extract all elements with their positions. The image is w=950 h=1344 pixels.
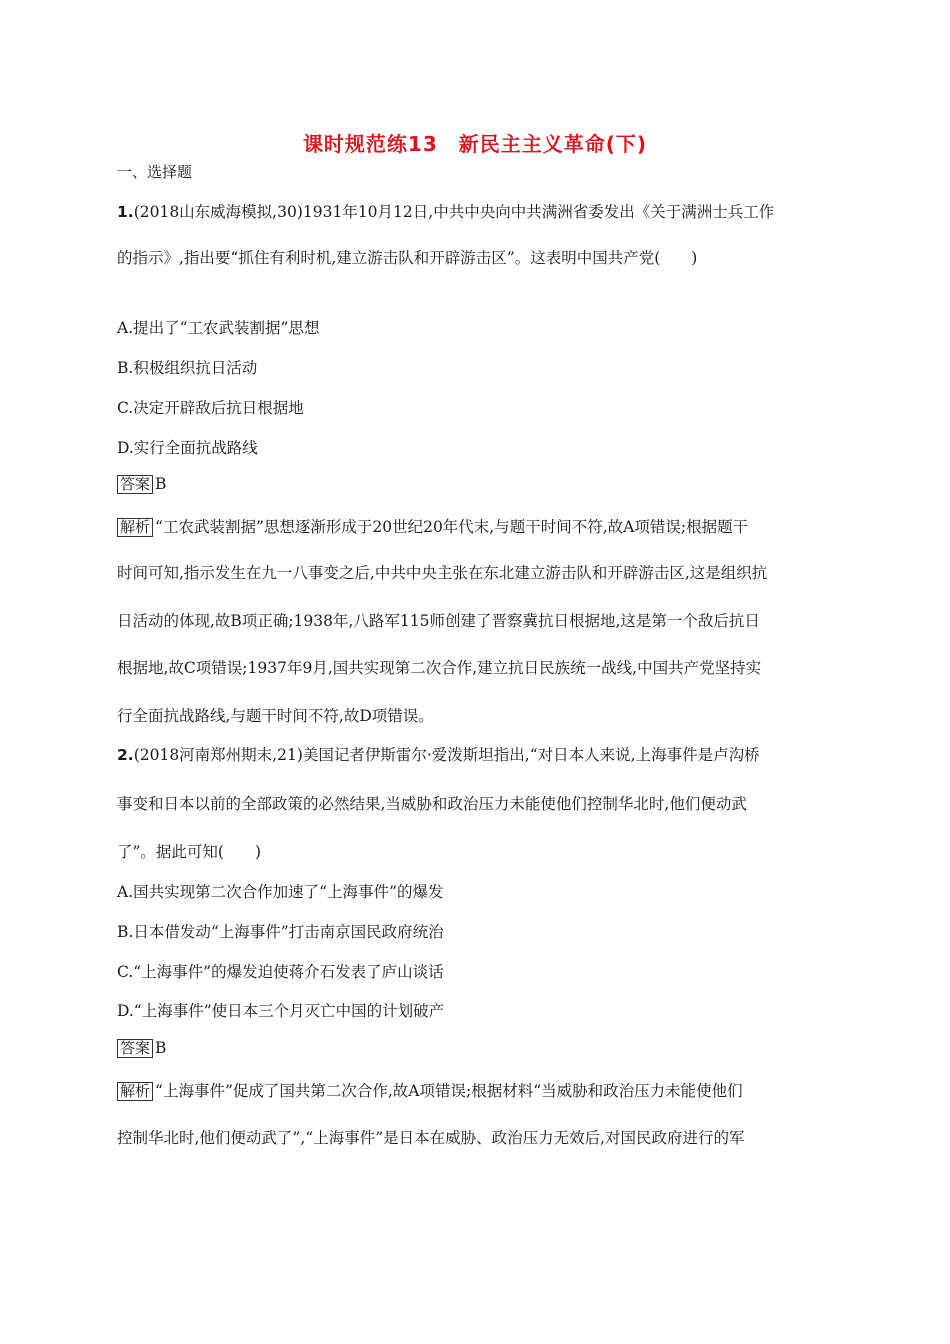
question-1-stem-line-2: 的指示》,指出要“抓住有利时机,建立游击队和开辟游击区”。这表明中国共产党( ): [117, 249, 698, 267]
question-2-analysis-line-2: 控制华北时,他们便动武了”,“上海事件”是日本在威胁、政治压力无效后,对国民政府进行的军: [117, 1129, 745, 1147]
question-1-analysis-line-2: 时间可知,指示发生在九一八事变之后,中共中央主张在东北建立游击队和开辟游击区,这是组织抗: [117, 564, 768, 582]
question-1-analysis-line-5: 行全面抗战路线,与题干时间不符,故D项错误。: [117, 707, 434, 725]
question-1-analysis-line-1: 解析 “工农武装割据”思想逐渐形成于20世纪20年代末,与题干时间不符,故A项错误;根据题干: [117, 515, 748, 537]
question-2-answer: [117, 1039, 166, 1058]
question-2-option-b: B.日本借发动“上海事件”打击南京国民政府统治: [117, 923, 444, 941]
question-1-analysis-line-3: 日活动的体现,故B项正确;1938年,八路军115师创建了晋察冀抗日根据地,这是第一个敌后抗日: [117, 612, 760, 630]
question-1-stem-line-1: 1.(2018山东威海模拟,30)1931年10月12日,中共中央向中共满洲省委发出《关于满洲士兵工作: [117, 203, 775, 221]
answer-label: 答案: [117, 475, 153, 494]
question-2-stem-line-3: 了”。据此可知( ): [117, 843, 262, 861]
analysis-label: 解析: [117, 1082, 153, 1101]
answer-value: B: [155, 1039, 167, 1057]
answer-label: 答案: [117, 1039, 153, 1058]
question-2-stem-line-1: 2.(2018河南郑州期末,21)美国记者伊斯雷尔·爱泼斯坦指出,“对日本人来说,上海事件是卢沟桥: [117, 746, 760, 764]
page-title: 课时规范练13 新民主主义革命(下): [302, 132, 648, 156]
question-1-answer: [117, 475, 166, 494]
section-heading: 一、选择题: [117, 163, 193, 181]
question-1-option-b: B.积极组织抗日活动: [117, 359, 258, 377]
question-1-analysis-line-4: 根据地,故C项错误;1937年9月,国共实现第二次合作,建立抗日民族统一战线,中国共产党坚持实: [117, 659, 762, 677]
question-2-option-c: C.“上海事件”的爆发迫使蒋介石发表了庐山谈话: [117, 963, 444, 981]
question-1-option-d: D.实行全面抗战路线: [117, 439, 258, 457]
question-2-analysis-line-1: 解析 “上海事件”促成了国共第二次合作,故A项错误;根据材料“当威胁和政治压力未能使他们: [117, 1079, 743, 1101]
question-1-option-a: A.提出了“工农武装割据”思想: [117, 319, 320, 337]
question-1-option-c: C.决定开辟敌后抗日根据地: [117, 399, 304, 417]
answer-value: B: [155, 475, 167, 493]
question-2-stem-line-2: 事变和日本以前的全部政策的必然结果,当威胁和政治压力未能使他们控制华北时,他们便动武: [117, 795, 747, 813]
analysis-label: 解析: [117, 518, 153, 537]
question-number: 2.: [117, 746, 134, 764]
question-number: 1.: [117, 203, 134, 221]
question-2-option-d: D.“上海事件”使日本三个月灭亡中国的计划破产: [117, 1002, 445, 1020]
question-2-option-a: A.国共实现第二次合作加速了“上海事件”的爆发: [117, 883, 444, 901]
